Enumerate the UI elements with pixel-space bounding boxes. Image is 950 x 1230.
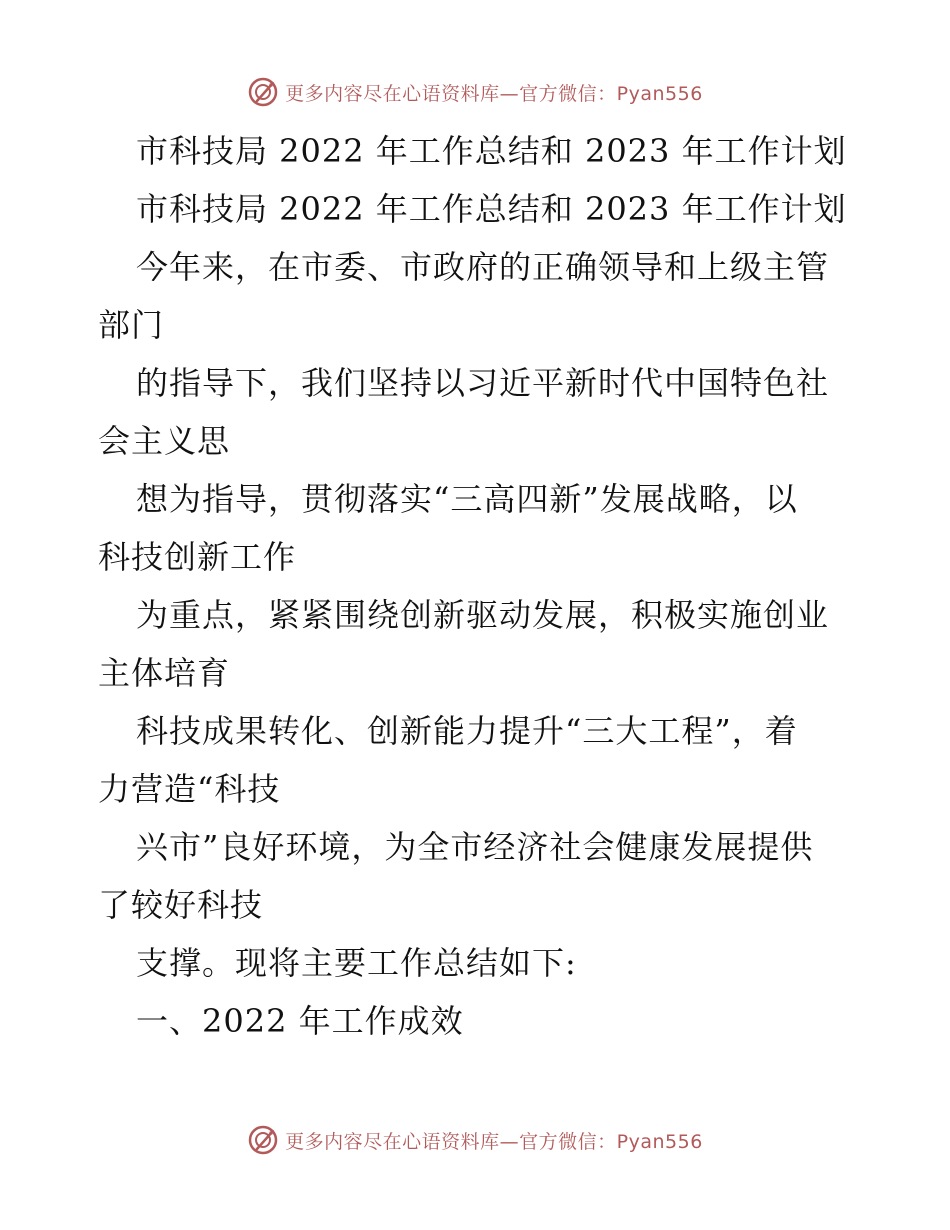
paragraph-line: 力营造“科技	[98, 770, 281, 808]
paragraph-line: 会主义思	[98, 422, 231, 460]
paragraph-line: 科技成果转化、创新能力提升“三大工程”，着	[136, 712, 798, 750]
document-body	[98, 122, 850, 1050]
paragraph-line: 支撑。现将主要工作总结如下:	[136, 944, 577, 982]
document-title-repeat: 市科技局 2022 年工作总结和 2023 年工作计划	[136, 190, 847, 228]
section-heading: 一、2022 年工作成效	[136, 1002, 464, 1040]
document-title: 市科技局 2022 年工作总结和 2023 年工作计划	[136, 132, 847, 170]
paragraph-line: 部门	[98, 306, 165, 344]
footer-watermark	[0, 1120, 950, 1160]
paragraph-line: 科技创新工作	[98, 538, 297, 576]
paragraph-line: 为重点，紧紧围绕创新驱动发展，积极实施创业	[136, 596, 830, 634]
watermark-logo-icon	[247, 1124, 279, 1156]
paragraph-line: 了较好科技	[98, 886, 264, 924]
watermark-text: 更多内容尽在心语资料库—官方微信：Pyan556	[285, 82, 703, 105]
watermark-text: 更多内容尽在心语资料库—官方微信：Pyan556	[285, 1130, 703, 1153]
paragraph-line: 主体培育	[98, 654, 231, 692]
paragraph-line: 的指导下，我们坚持以习近平新时代中国特色社	[136, 364, 830, 402]
header-watermark	[0, 72, 950, 112]
paragraph-line: 今年来，在市委、市政府的正确领导和上级主管	[136, 248, 830, 286]
paragraph-line: 兴市”良好环境，为全市经济社会健康发展提供	[136, 828, 814, 866]
paragraph-line: 想为指导，贯彻落实“三高四新”发展战略，以	[136, 480, 798, 518]
watermark-logo-icon	[247, 76, 279, 108]
